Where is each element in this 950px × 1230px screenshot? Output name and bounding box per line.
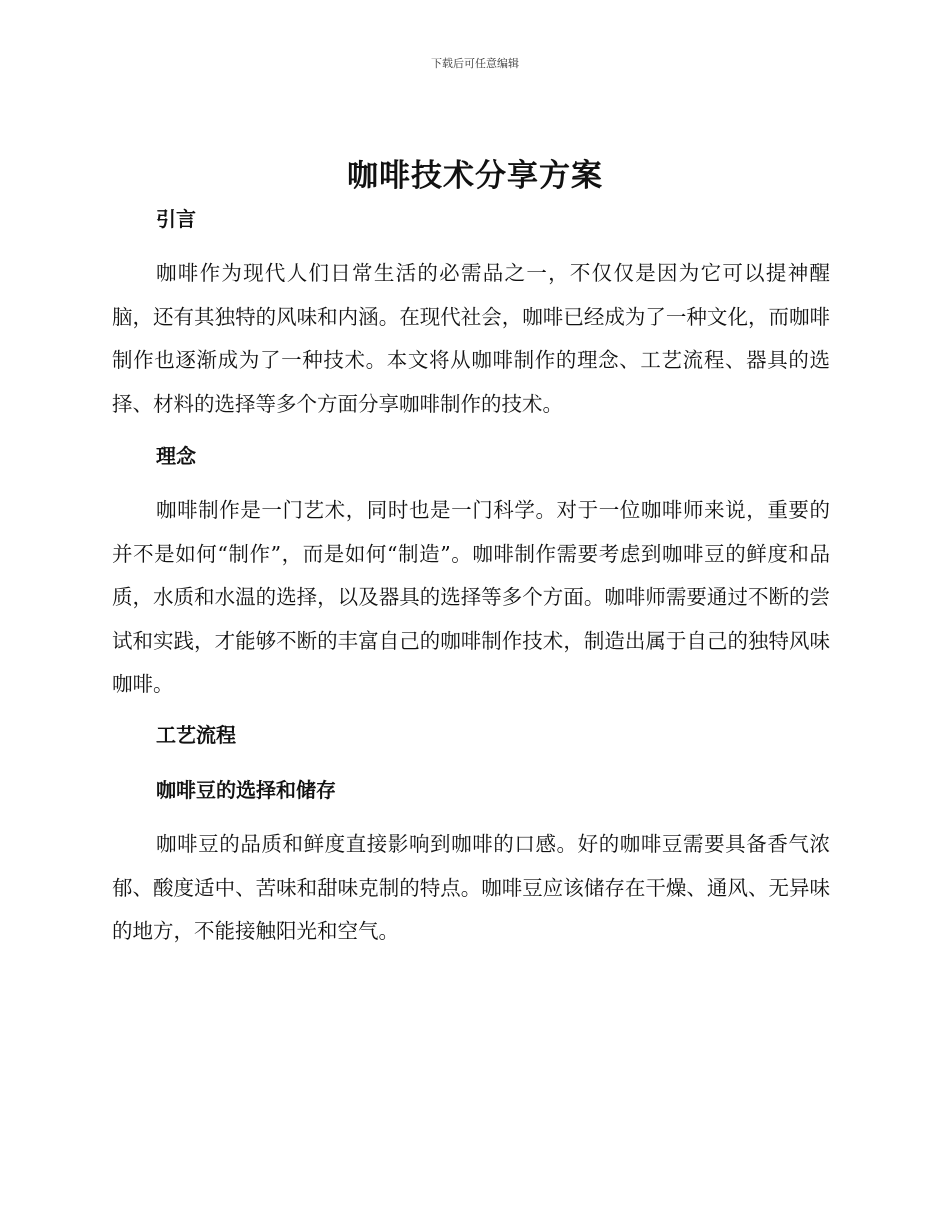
section-heading-intro: 引言 xyxy=(156,207,196,231)
header-note: 下载后可任意编辑 xyxy=(431,57,519,70)
document-title: 咖啡技术分享方案 xyxy=(347,158,603,194)
section-heading-concept: 理念 xyxy=(156,444,196,468)
section-paragraph-intro: 咖啡作为现代人们日常生活的必需品之一，不仅仅是因为它可以提神醒脑，还有其独特的风味和内涵。在现代社会，咖啡已经成为了一种文化，而咖啡制作也逐渐成为了一种技术。本文将从咖啡制作的理念、工艺流程、器具的选择、材料的选择等多个方面分享咖啡制作的技术。 xyxy=(112,261,830,416)
section-heading-process: 工艺流程 xyxy=(156,723,236,747)
section-paragraph-concept: 咖啡制作是一门艺术，同时也是一门科学。对于一位咖啡师来说，重要的并不是如何“制作”，而是如何“制造”。咖啡制作需要考虑到咖啡豆的鲜度和品质，水质和水温的选择，以及器具的选择等多个方面。咖啡师需要通过不断的尝试和实践，才能够不断的丰富自己的咖啡制作技术，制造出属于自己的独特风味咖啡。 xyxy=(112,498,830,696)
subsection-heading-beans: 咖啡豆的选择和储存 xyxy=(156,778,336,802)
subsection-paragraph-beans: 咖啡豆的品质和鲜度直接影响到咖啡的口感。好的咖啡豆需要具备香气浓郁、酸度适中、苦味和甜味克制的特点。咖啡豆应该储存在干燥、通风、无异味的地方，不能接触阳光和空气。 xyxy=(112,832,830,943)
